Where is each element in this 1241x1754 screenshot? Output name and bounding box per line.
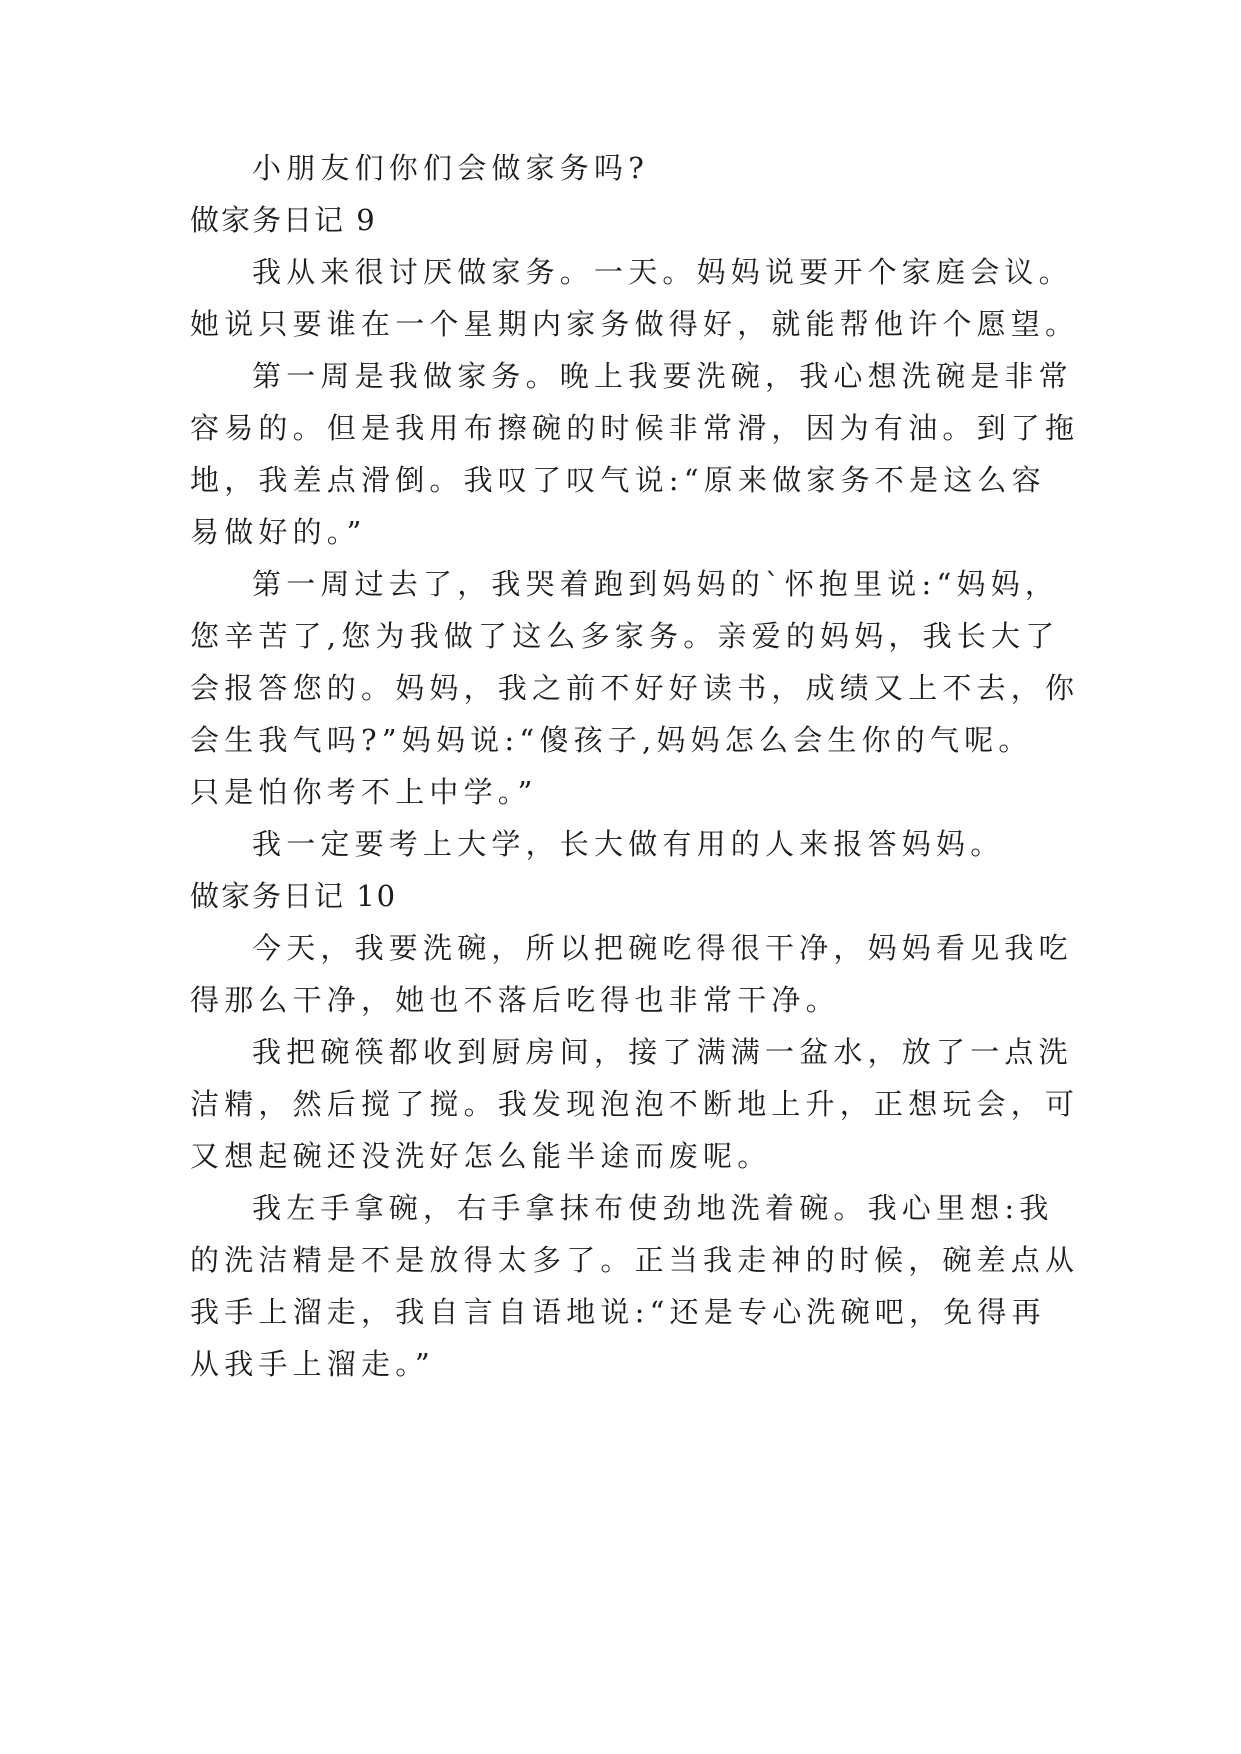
diary-9-paragraph-2-line-3: 地，我差点滑倒。我叹了叹气说:“原来做家务不是这么容: [190, 463, 1046, 497]
diary-10-paragraph-2-line-2: 洁精，然后搅了搅。我发现泡泡不断地上升，正想玩会，可: [190, 1087, 1080, 1121]
diary-9-paragraph-4-line-1: 我一定要考上大学，长大做有用的人来报答妈妈。: [252, 827, 1005, 861]
diary-9-paragraph-2-line-4: 易做好的。”: [190, 515, 367, 549]
diary-10-paragraph-1-line-2: 得那么干净，她也不落后吃得也非常干净。: [190, 983, 840, 1017]
diary-9-paragraph-1-line-2: 她说只要谁在一个星期内家务做得好，就能帮他许个愿望。: [190, 307, 1080, 341]
diary-9-paragraph-2-line-1: 第一周是我做家务。晚上我要洗碗，我心想洗碗是非常: [252, 359, 1073, 393]
diary-10-paragraph-2-line-1: 我把碗筷都收到厨房间，接了满满一盆水，放了一点洗: [252, 1035, 1073, 1069]
diary-10-paragraph-3-line-4: 从我手上溜走。”: [190, 1347, 435, 1381]
intro-question: 小朋友们你们会做家务吗?: [252, 151, 649, 185]
diary-10-paragraph-3-line-3: 我手上溜走，我自言自语地说:“还是专心洗碗吧，免得再: [190, 1295, 1046, 1329]
diary-9-title: 做家务日记 9: [190, 203, 377, 237]
diary-9-paragraph-1-line-1: 我从来很讨厌做家务。一天。妈妈说要开个家庭会议。: [252, 255, 1073, 289]
diary-10-paragraph-2-line-3: 又想起碗还没洗好怎么能半途而废呢。: [190, 1139, 772, 1173]
diary-10-title: 做家务日记 10: [190, 879, 398, 913]
diary-9-paragraph-3-line-1: 第一周过去了，我哭着跑到妈妈的`怀抱里说:“妈妈，: [252, 567, 1060, 601]
diary-9-paragraph-2-line-2: 容易的。但是我用布擦碗的时候非常滑，因为有油。到了拖: [190, 411, 1080, 445]
diary-9-paragraph-3-line-2: 您辛苦了,您为我做了这么多家务。亲爱的妈妈，我长大了: [190, 619, 1060, 653]
diary-10-paragraph-3-line-2: 的洗洁精是不是放得太多了。正当我走神的时候，碗差点从: [190, 1243, 1080, 1277]
diary-10-paragraph-1-line-1: 今天，我要洗碗，所以把碗吃得很干净，妈妈看见我吃: [252, 931, 1073, 965]
diary-10-paragraph-3-line-1: 我左手拿碗，右手拿抹布使劲地洗着碗。我心里想:我: [252, 1191, 1054, 1225]
diary-9-paragraph-3-line-5: 只是怕你考不上中学。”: [190, 775, 538, 809]
diary-9-paragraph-3-line-4: 会生我气吗?”妈妈说:“傻孩子,妈妈怎么会生你的气呢。: [190, 723, 1033, 757]
diary-9-paragraph-3-line-3: 会报答您的。妈妈，我之前不好好读书，成绩又上不去，你: [190, 671, 1080, 705]
